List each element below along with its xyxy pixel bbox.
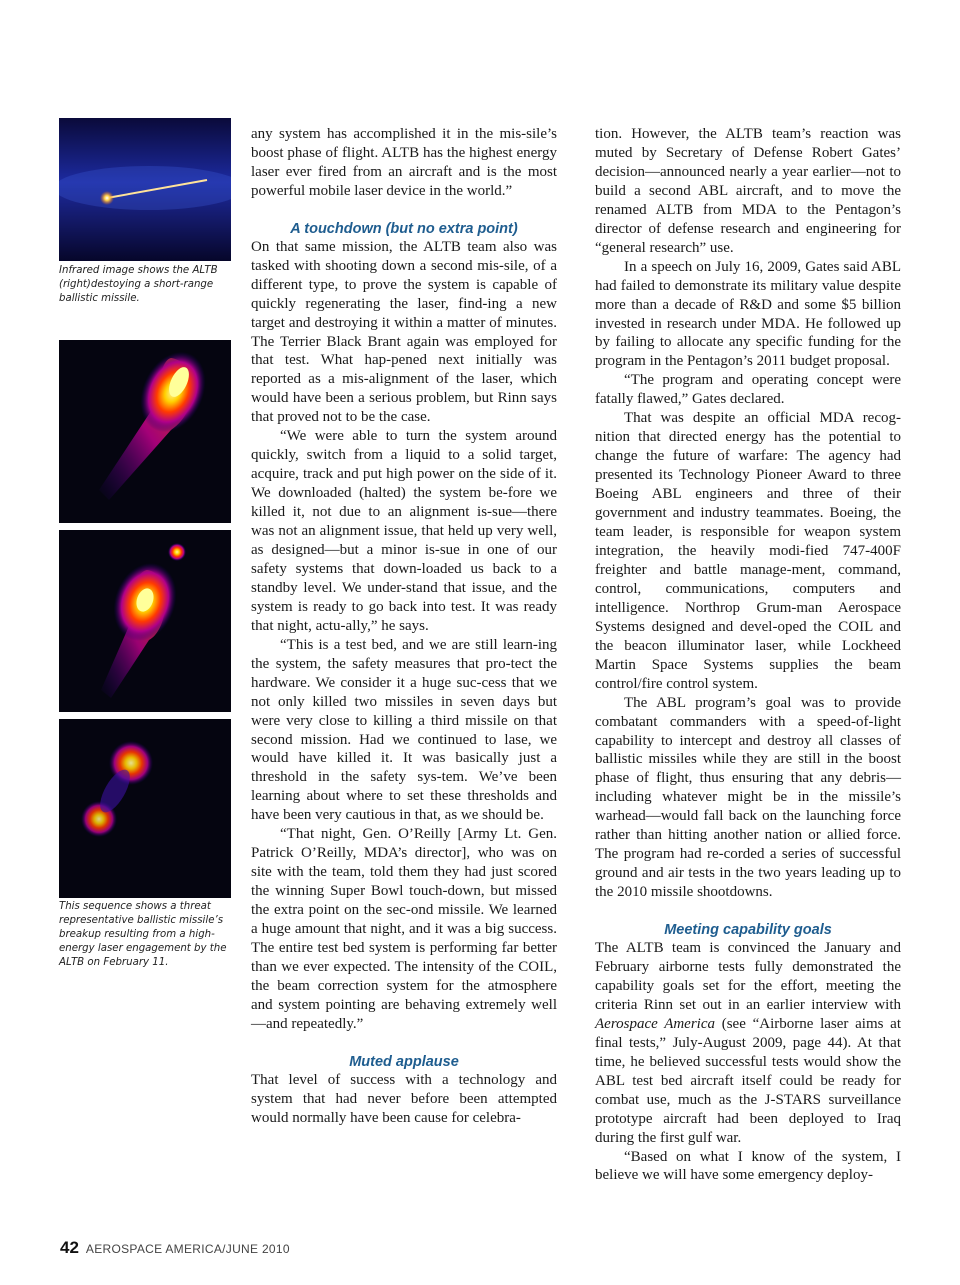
paragraph: That level of success with a technology and system that had never before been attempted would normally have been cause for celebra-: [251, 1071, 557, 1126]
figure-caption-top: Infrared image shows the ALTB (right)destoying a short-range ballistic missile.: [59, 265, 218, 304]
paragraph: That was despite an official MDA recog-nition that directed energy has the potential to change the future of warfare: The agency had presented its Technology Pioneer Award to three Boeing ABL engineers and three of their government and industry teammates. Boeing, the team leader, is responsible for weapon system integration, the heavily modi-fied 747-400F freighter and battle manage-ment, command, control, communications, computers and intelligence. Northrop Grum-man Aerospace Systems designed and devel-oped the COIL and the beacon illuminator laser, while Lockheed Martin Space Systems supplies the beam control/fire control system.: [595, 410, 901, 692]
article-column-right: [595, 125, 901, 1185]
missile-breakup-frame-3: [59, 719, 231, 898]
paragraph: On that same mission, the ALTB team also was tasked with shooting down a second mis-sile, of a different type, to prove the system is capable of quickly regenerating the laser, find-ing a new target and destroying it within a matter of minutes. The Terrier Black Brant again was employed for that test. What hap-pened next initially was reported as a mis-alignment of the laser, which would have been a serious problem, but Rinn says that proved not to be the case.: [251, 238, 557, 426]
paragraph: In a speech on July 16, 2009, Gates said ABL had failed to demonstrate its military value despite more than a decade of R&D and some $5 billion invested in research under MDA. He followed up by failing to allocate any specific funding for the program in the Pentagon’s 2011 budget proposal.: [595, 258, 901, 370]
publication-line: AEROSPACE AMERICA/JUNE 2010: [85, 1242, 290, 1256]
infrared-laser-image: [59, 118, 231, 261]
paragraph: tion. However, the ALTB team’s reaction was muted by Secretary of Defense Robert Gates’ decision—announced nearly a year earlier—not to build a second ABL aircraft, and to move the renamed ALTB from MDA to the Pentagon’s director of defense research and engineering for “general research” use.: [595, 126, 901, 256]
section-heading: Meeting capability goals: [664, 922, 832, 939]
paragraph: “Based on what I know of the system, I believe we will have some emergency deploy-: [595, 1148, 901, 1184]
missile-breakup-frame-1: [59, 340, 231, 523]
article-column-middle: [251, 125, 557, 1128]
missile-breakup-frame-2: [59, 530, 231, 712]
paragraph: “The program and operating concept were fatally flawed,” Gates declared.: [595, 372, 901, 408]
paragraph: “This is a test bed, and we are still learn-ing the system, the safety measures that pro-tect the hardware. We consider it a huge suc-cess that we not only killed two missiles in seven days but were very close to killing a third missile on that second mission. Had we continued to lase, we would have killed it. It was basically just a threshold in the safety sys-tem. We’ve been learning about where to set these thresholds and have been very cautious in that, as we should be.: [251, 636, 557, 824]
section-heading: A touchdown (but no extra point): [290, 220, 518, 237]
section-heading: Muted applause: [349, 1053, 459, 1070]
paragraph: “We were able to turn the system around quickly, switch from a liquid to a solid target, acquire, track and put high power on the side of it. We downloaded (halted) the system be-fore we killed it, not due to an alignment is-sue—there was not an alignment issue, that held up very well, as designed—but a minor is-sue in one of our safety systems that down-loaded us back to a standby level. We under-stand that issue, and the system is ready to go back into test. It was ready that night, actu-ally,” he says.: [251, 428, 557, 634]
paragraph: The ABL program’s goal was to provide combatant commanders with a speed-of-light capability to intercept and destroy all classes of ballistic missiles while they are still in the boost phase of flight, thus ensuring that any debris—including whatever might be in the missile’s warhead—would fall back on the launching force rather than hitting another nation or allied force. The program had re-corded a series of successful ground and air tests in the two years leading up to the 2010 missile shootdowns.: [595, 694, 901, 901]
figure-caption-bottom: This sequence shows a threat representative ballistic missile’s breakup resulting from a high-energy laser engagement by the ALTB on February 11.: [59, 901, 227, 968]
paragraph: The ALTB team is convinced the January and February airborne tests fully demonstrated the capability goals set for the effort, meeting the criteria Rinn set out in an earlier interview with Aerospace America (see “Airborne laser aims at final tests,” July-August 2009, page 44). At that time, he believed successful tests would show the ABL test bed aircraft itself could be ready for combat use, much as the J-STARS surveillance prototype aircraft had been deployed to Iraq during the first gulf war.: [595, 940, 901, 1146]
paragraph: “That night, Gen. O’Reilly [Army Lt. Gen. Patrick O’Reilly, MDA’s director], who was on site with the team, told them they had just scored the winning Super Bowl touch-down, but missed the extra point on the sec-ond missile. We learned a huge amount that night, and it was a big success. The entire test bed system is performing far better than we ever expected. The intensity of the COIL, the beam correction system for the atmosphere and system pointing are behaving extremely well—and repeatedly.”: [251, 826, 557, 1032]
page-footer: [60, 1238, 290, 1258]
publication-title: Aerospace America: [595, 1015, 716, 1032]
page-number: 42: [60, 1238, 79, 1257]
paragraph: any system has accomplished it in the mis-sile’s boost phase of flight. ALTB has the highest energy laser ever fired from an aircraft and is the most powerful mobile laser device in the world.”: [251, 126, 557, 199]
